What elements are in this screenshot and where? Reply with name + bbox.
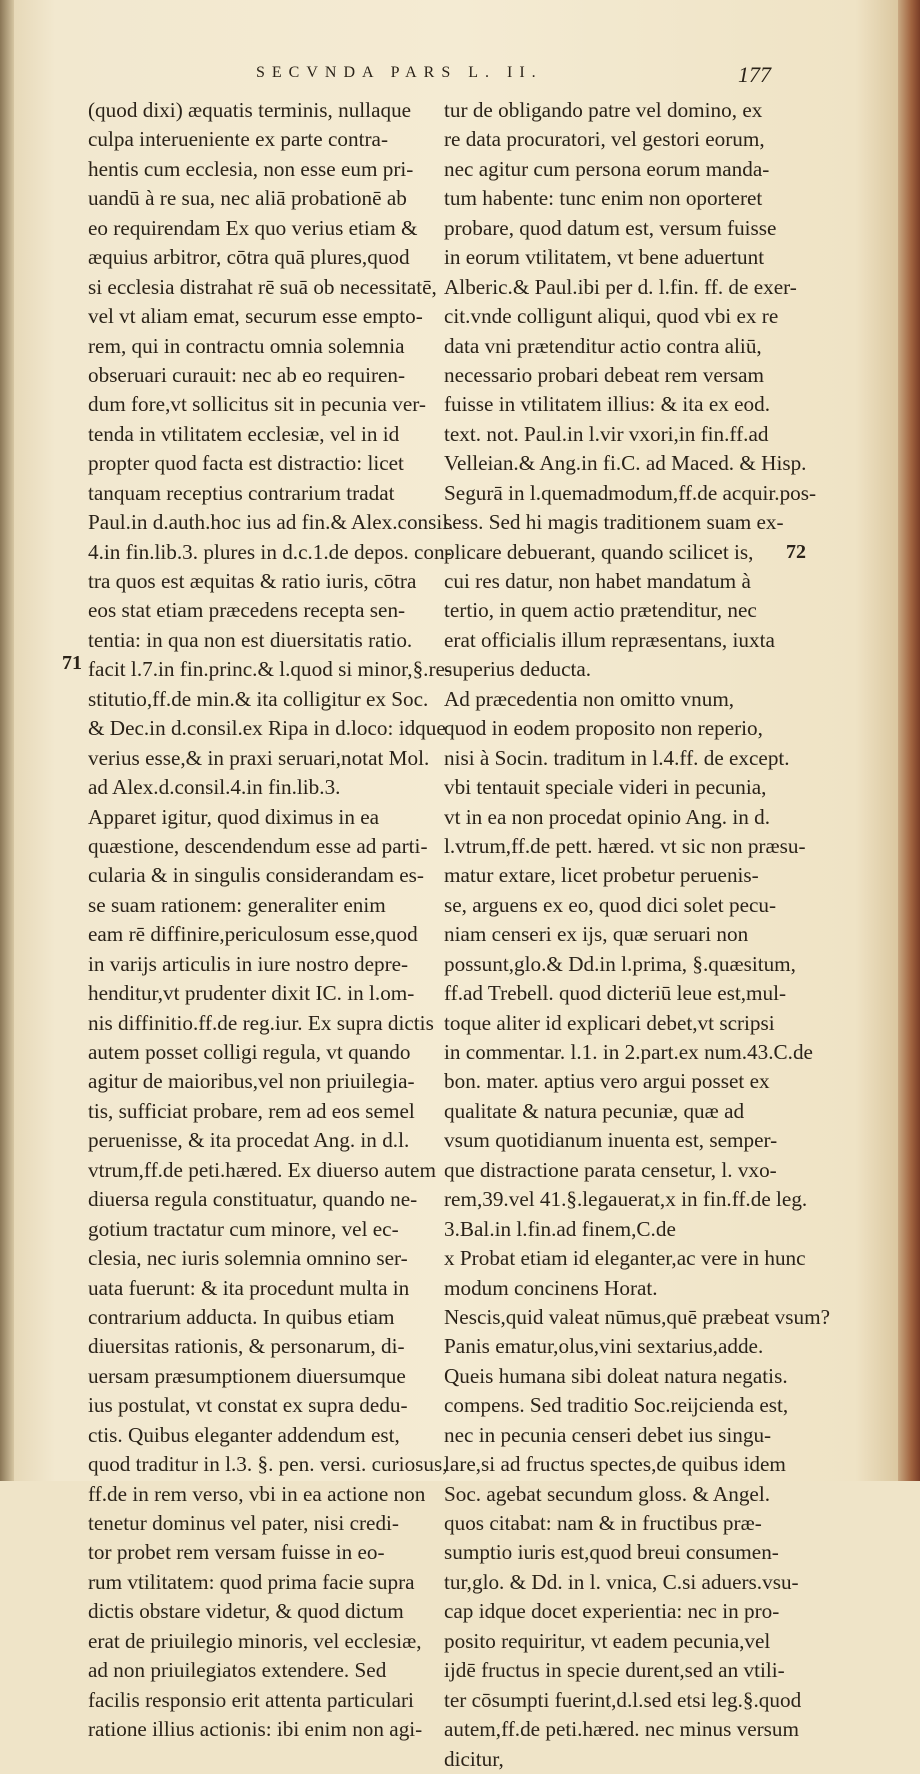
text-line: (quod dixi) æquatis terminis, nullaque — [88, 98, 412, 122]
text-line: vtrum,ff.de peti.hæred. Ex diuerso autem — [88, 1157, 436, 1182]
text-line: possunt,glo.& Dd.in l.prima, §.quæsitum, — [444, 951, 796, 976]
text-line: agitur de maioribus,vel non priuilegia- — [88, 1069, 415, 1094]
text-line: ratione illius actionis: ibi enim non agi- — [88, 1717, 423, 1742]
text-line: henditur,vt prudenter dixit IC. in l.om- — [88, 981, 415, 1006]
text-line: lare,si ad fructus spectes,de quibus idem — [444, 1452, 786, 1477]
text-line: l.vtrum,ff.de pett. hæred. vt sic non præsu- — [444, 833, 806, 858]
text-line: toque aliter id explicari debet,vt scripsi — [444, 1010, 775, 1035]
text-line: Panis ematur,olus,vini sextarius,adde. — [444, 1334, 764, 1359]
text-line: cularia & in singulis considerandam es- — [88, 863, 424, 888]
text-line: sess. Sed hi magis traditionem suam ex- — [444, 510, 784, 535]
page-gutter — [0, 0, 14, 1481]
text-line: in varijs articulis in iure nostro depre- — [88, 951, 409, 976]
text-line: x Probat etiam id eleganter,ac vere in hunc — [444, 1246, 806, 1271]
text-line: tentia: in qua non est diuersitatis ratio. — [88, 627, 413, 652]
text-line: gotium tractatur cum minore, vel ec- — [88, 1216, 399, 1241]
text-line: autem posset colligi regula, vt quando — [88, 1040, 411, 1064]
text-line: culpa interueniente ex parte contra- — [88, 127, 388, 152]
text-line: cui res datur, non habet mandatum à — [444, 569, 751, 593]
text-line: niam censeri ex ijs, quæ seruari non — [444, 922, 749, 947]
text-line: quod traditur in l.3. §. pen. versi. curiosus, — [88, 1452, 448, 1477]
text-line: quæstione, descendendum esse ad parti- — [88, 833, 428, 858]
text-line: tum habente: tunc enim non oporteret — [444, 186, 763, 211]
text-line: vbi tentauit speciale videri in pecunia, — [444, 775, 767, 800]
text-line: nis diffinitio.ff.de reg.iur. Ex supra dictis — [88, 1010, 434, 1035]
text-line: Queis humana sibi doleat natura negatis. — [444, 1363, 788, 1388]
text-line: plicare debuerant, quando scilicet is, — [444, 539, 754, 564]
text-line: uersam præsumptionem diuersumque — [88, 1363, 406, 1388]
margin-number-right: 72 — [786, 541, 806, 563]
text-line: tertio, in quem actio prætenditur, nec — [444, 598, 757, 623]
text-line: si ecclesia distrahat rē suā ob necessitatē, — [88, 274, 437, 299]
text-line: in commentar. l.1. in 2.part.ex num.43.C.de — [444, 1040, 813, 1064]
text-line: clesia, nec iuris solemnia omnino ser- — [88, 1246, 408, 1271]
text-line: dicitur, — [444, 1746, 504, 1771]
text-line: vsum quotidianum inuenta est, semper- — [444, 1128, 778, 1153]
text-line: modum concinens Horat. — [444, 1275, 658, 1300]
text-line: Velleian.& Ang.in fi.C. ad Maced. & Hisp. — [444, 451, 807, 476]
text-line: se suam rationem: generaliter enim — [88, 892, 386, 917]
text-line: nisi à Socin. traditum in l.4.ff. de except. — [444, 745, 790, 770]
text-line: Segurā in l.quemadmodum,ff.de acquir.pos- — [444, 480, 817, 505]
text-line: que distractione parata censetur, l. vxo- — [444, 1157, 777, 1182]
text-line: matur extare, licet probetur peruenis- — [444, 863, 759, 888]
text-line: tur de obligando patre vel domino, ex — [444, 98, 763, 122]
text-line: ter cōsumpti fuerint,d.l.sed etsi leg.§.quod — [444, 1687, 802, 1712]
text-line: quod in eodem proposito non reperio, — [444, 716, 763, 741]
text-line: vt in ea non procedat opinio Ang. in d. — [444, 804, 770, 829]
text-line: rum vtilitatem: quod prima facie supra — [88, 1569, 415, 1594]
left-text-column — [88, 96, 454, 1745]
text-line: eam rē diffinire,periculosum esse,quod — [88, 922, 418, 947]
text-line: Soc. agebat secundum gloss. & Angel. — [444, 1481, 771, 1506]
text-line: 4.in fin.lib.3. plures in d.c.1.de depos. con- — [88, 539, 452, 564]
page-edge — [898, 0, 920, 1481]
text-line: ctis. Quibus eleganter addendum est, — [88, 1422, 400, 1447]
text-line: 3.Bal.in l.fin.ad finem,C.de — [444, 1216, 676, 1241]
text-line: uata fuerunt: & ita procedunt multa in — [88, 1275, 410, 1300]
text-line: erat officialis illum repræsentans, iuxta — [444, 627, 775, 652]
text-line: Alberic.& Paul.ibi per d. l.fin. ff. de exer- — [444, 274, 797, 299]
text-line: rem,39.vel 41.§.legauerat,x in fin.ff.de leg. — [444, 1187, 808, 1212]
text-line: tur,glo. & Dd. in l. vnica, C.si aduers.vsu- — [444, 1569, 799, 1594]
text-line: re data procuratori, vel gestori eorum, — [444, 127, 765, 152]
text-line: hentis cum ecclesia, non esse eum pri- — [88, 156, 414, 181]
text-line: peruenisse, & ita procedat Ang. in d.l. — [88, 1128, 410, 1153]
text-line: ijdē fructus in specie durent,sed an vtili- — [444, 1658, 785, 1683]
running-title: SECVNDA PARS L. II. — [256, 64, 543, 81]
text-line: necessario probari debeat rem versam — [444, 362, 765, 387]
text-line: vel vt aliam emat, securum esse empto- — [88, 304, 423, 329]
text-line: qualitate & natura pecuniæ, quæ ad — [444, 1098, 745, 1123]
text-line: probare, quod datum est, versum fuisse — [444, 215, 777, 240]
text-line: eo requirendam Ex quo verius etiam & — [88, 215, 418, 240]
text-line: diuersa regula constituatur, quando ne- — [88, 1187, 418, 1212]
text-line: posito requiritur, vt eadem pecunia,vel — [444, 1628, 771, 1653]
text-line: superius deducta. — [444, 657, 592, 682]
text-line: data vni prætenditur actio contra aliū, — [444, 333, 762, 358]
text-line: facilis responsio erit attenta particulari — [88, 1687, 414, 1712]
text-line: ff.de in rem verso, vbi in ea actione non — [88, 1481, 426, 1506]
text-line: tenetur dominus vel pater, nisi credi- — [88, 1511, 399, 1535]
text-line: fuisse in vtilitatem illius: & ita ex eod. — [444, 392, 771, 417]
text-line: ad non priuilegiatos extendere. Sed — [88, 1658, 387, 1683]
text-line: stitutio,ff.de min.& ita colligitur ex Soc. — [88, 686, 429, 711]
text-line: bon. mater. aptius vero argui posset ex — [444, 1069, 770, 1094]
text-line: tanquam receptius contrarium tradat — [88, 480, 395, 505]
text-line: rem, qui in contractu omnia solemnia — [88, 333, 405, 358]
text-line: tis, sufficiat probare, rem ad eos semel — [88, 1098, 415, 1123]
text-line: cap idque docet experientia: nec in pro- — [444, 1599, 780, 1624]
text-line: sumptio iuris est,quod breui consumen- — [444, 1540, 779, 1565]
text-line: diuersitas rationis, & personarum, di- — [88, 1334, 405, 1359]
text-line: cit.vnde colligunt aliqui, quod vbi ex re — [444, 304, 779, 329]
text-line: contrarium adducta. In quibus etiam — [88, 1304, 395, 1329]
text-line: uandū à re sua, nec aliā probationē ab — [88, 186, 407, 211]
margin-number-left: 71 — [62, 652, 82, 674]
text-line: in eorum vtilitatem, vt bene aduertunt — [444, 245, 765, 270]
text-line: Paul.in d.auth.hoc ius ad fin.& Alex.consil. — [88, 510, 454, 535]
text-line: Apparet igitur, quod diximus in ea — [88, 804, 380, 829]
text-line: compens. Sed traditio Soc.reijcienda est, — [444, 1393, 789, 1418]
text-line: text. not. Paul.in l.vir vxori,in fin.ff.ad — [444, 421, 769, 446]
text-line: obseruari curauit: nec ab eo requiren- — [88, 362, 406, 387]
text-line: & Dec.in d.consil.ex Ripa in d.loco: idque — [88, 716, 446, 741]
text-line: æquius arbitror, cōtra quā plures,quod — [88, 245, 410, 270]
text-line: facit l.7.in fin.princ.& l.quod si minor,§.re- — [88, 657, 452, 682]
text-line: dictis obstare videtur, & quod dictum — [88, 1599, 404, 1624]
text-line: Nescis,quid valeat nūmus,quē præbeat vsum? — [444, 1304, 830, 1329]
page-number: 177 — [738, 62, 771, 87]
text-line: propter quod facta est distractio: licet — [88, 451, 404, 476]
text-line: se, arguens ex eo, quod dici solet pecu- — [444, 892, 777, 917]
text-line: ff.ad Trebell. quod dicteriū leue est,mul- — [444, 981, 787, 1006]
text-line: autem,ff.de peti.hæred. nec minus versum — [444, 1717, 799, 1742]
text-line: erat de priuilegio minoris, vel ecclesiæ, — [88, 1628, 422, 1653]
text-line: nec agitur cum persona eorum manda- — [444, 156, 770, 181]
text-line: quos citabat: nam & in fructibus præ- — [444, 1511, 762, 1535]
text-line: ius postulat, vt constat ex supra dedu- — [88, 1393, 408, 1418]
text-line: nec in pecunia censeri debet ius singu- — [444, 1422, 772, 1447]
text-line: tor probet rem versam fuisse in eo- — [88, 1540, 385, 1565]
text-line: Ad præcedentia non omitto vnum, — [444, 686, 735, 711]
text-line: dum fore,vt sollicitus sit in pecunia ver- — [88, 392, 426, 417]
text-line: tra quos est æquitas & ratio iuris, cōtra — [88, 569, 417, 593]
text-line: verius esse,& in praxi seruari,notat Mol. — [88, 745, 430, 770]
text-line: ad Alex.d.consil.4.in fin.lib.3. — [88, 775, 341, 800]
text-line: eos stat etiam præcedens recepta sen- — [88, 598, 406, 623]
text-line: tenda in vtilitatem ecclesiæ, vel in id — [88, 421, 400, 446]
